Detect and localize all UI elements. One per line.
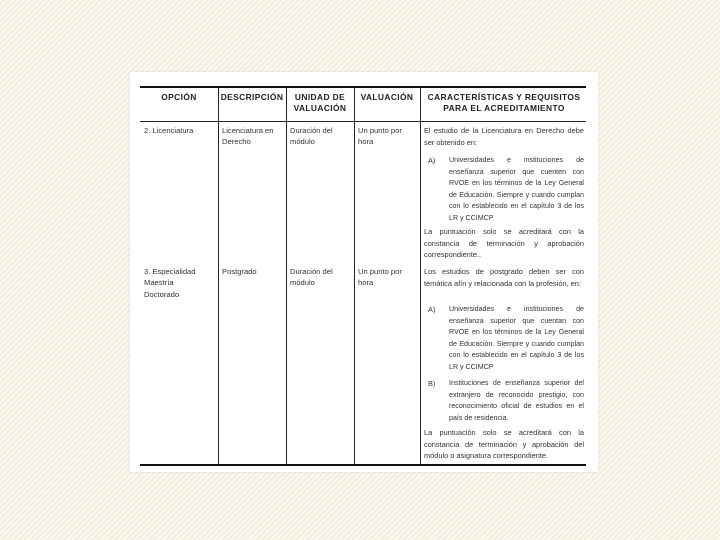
header-descripcion: DESCRIPCIÓN bbox=[220, 92, 284, 102]
requirement-item-letter: A) bbox=[428, 305, 436, 314]
header-opcion: OPCIÓN bbox=[161, 92, 197, 102]
requirement-intro: El estudio de la Licenciatura en Derecho debe ser obtenido en: bbox=[424, 126, 584, 147]
scanned-document bbox=[130, 72, 598, 472]
requirement-intro: Los estudios de postgrado deben ser con temática afín y relacionada con la profesión, en: bbox=[424, 267, 584, 288]
column-divider bbox=[420, 88, 421, 464]
column-divider bbox=[286, 88, 287, 464]
requirement-item-letter: B) bbox=[428, 379, 436, 388]
header-unidad: UNIDAD DE VALUACIÓN bbox=[293, 92, 347, 113]
column-divider bbox=[354, 88, 355, 464]
requirement-note: La puntuación solo se acreditará con la constancia de terminación y aprobación correspondiente.. bbox=[424, 227, 584, 260]
requirement-item-text: Universidades e instituciones de enseñanza superior que cuenten con RVOE en los términos de la Ley General de Educación. Siempre y cuando cumplan con lo establecido en el capítulo 3 de los LR y CCIMCP bbox=[449, 156, 584, 222]
header-divider bbox=[140, 121, 586, 122]
cell-descripcion: Licenciatura en Derecho bbox=[222, 126, 274, 147]
cell-descripcion: Postgrado bbox=[222, 267, 257, 276]
cell-opcion: 2. Licenciatura bbox=[144, 126, 194, 135]
cell-opcion: 3. Especialidad Maestría Doctorado bbox=[144, 267, 196, 299]
header-valuacion: VALUACIÓN bbox=[360, 92, 414, 102]
cell-unidad: Duración del módulo bbox=[290, 126, 333, 147]
requirements-table bbox=[140, 86, 586, 466]
column-divider bbox=[218, 88, 219, 464]
cell-valuacion: Un punto por hora bbox=[358, 267, 402, 288]
requirement-item-text: Instituciones de enseñanza superior del extranjero de reconocido prestigio, con reconocimiento oficial de estudios en el país de residencia. bbox=[449, 379, 584, 422]
requirement-item-letter: A) bbox=[428, 156, 436, 165]
header-caracteristicas: CARACTERÍSTICAS Y REQUISITOS PARA EL ACREDITAMIENTO bbox=[427, 92, 581, 113]
requirement-note: La puntuación solo se acreditará con la constancia de terminación y aprobación del módulo o asignatura correspondiente. bbox=[424, 428, 584, 461]
requirement-item-text: Universidades e instituciones de enseñanza superior que cuentan con RVOE en los términos de la Ley General de Educación. Siempre y cuando cumplan con lo establecido en el capítulo 3 de los LR y CCIMCP bbox=[449, 305, 584, 371]
cell-valuacion: Un punto por hora bbox=[358, 126, 402, 147]
cell-unidad: Duración del módulo bbox=[290, 267, 333, 288]
